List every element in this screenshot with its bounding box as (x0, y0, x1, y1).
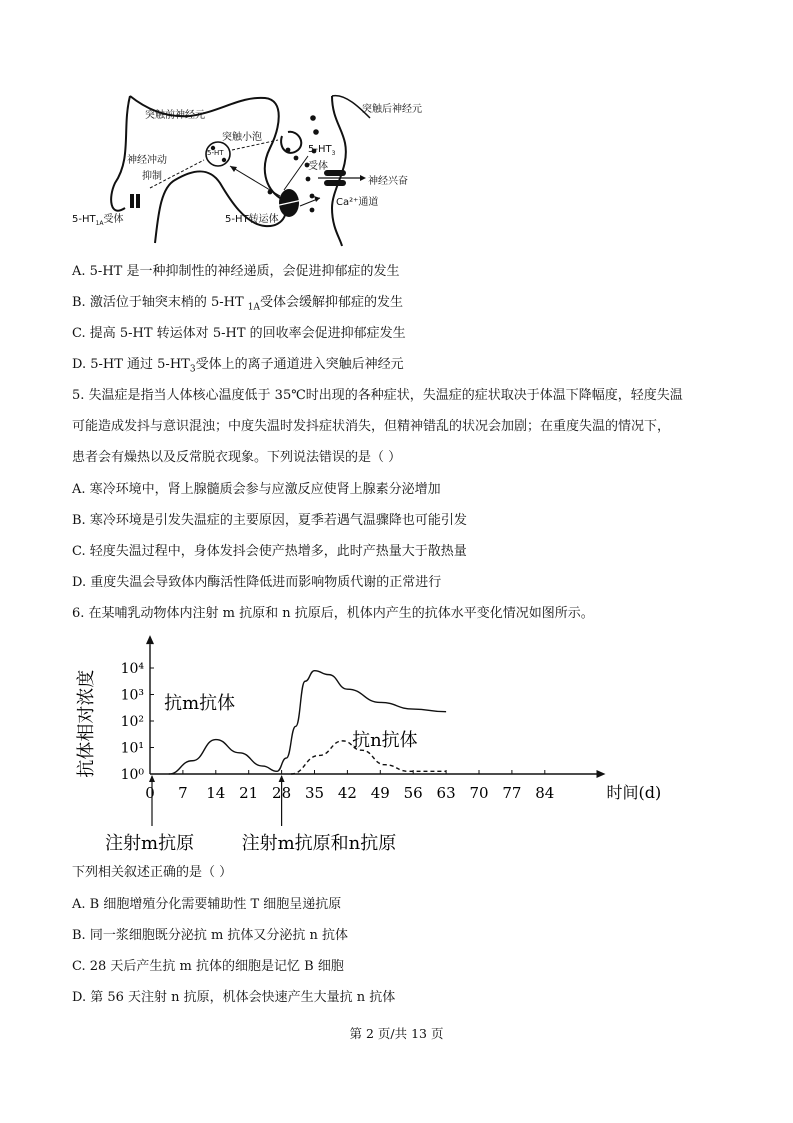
x-tick-label: 49 (370, 784, 390, 802)
q4-option-d: D. 5-HT 通过 $5-HT_3$受体上的离子通道进入突触后神经元 (72, 357, 404, 375)
x-axis-arrow (597, 770, 606, 778)
label-channel: Ca²⁺通道 (336, 197, 379, 208)
y-axis-label: 抗体相对浓度 (76, 669, 97, 778)
x-tick-label: 84 (535, 784, 555, 802)
label-anti-m: 抗m抗体 (164, 693, 236, 715)
series-anti-m-line (169, 671, 446, 774)
q5-option-d: D. 重度失温会导致体内酶活性降低进而影响物质代谢的正常进行 (72, 575, 442, 590)
q5-stem-line-3: 患者会有燥热以及反常脱衣现象。下列说法错误的是（ ） (72, 450, 402, 465)
q4-option-b: B. 激活位于轴突末梢的 5-HT $_{1A}$受体会缓解抑郁症的发生 (72, 295, 404, 313)
y-tick-label: 10¹ (120, 740, 144, 757)
q5-option-a: A. 寒冷环境中，肾上腺髓质会参与应激反应使肾上腺素分泌增加 (72, 482, 441, 497)
q4-option-c: C. 提高 5-HT 转运体对 5-HT 的回收率会促进抑郁症发生 (72, 326, 406, 341)
y-tick-label: 10⁴ (120, 661, 144, 677)
x-tick-label: 56 (403, 784, 423, 802)
q6-stem: 6. 在某哺乳动物体内注射 m 抗原和 n 抗原后，机体内产生的抗体水平变化情况如图所示。 (72, 606, 594, 621)
label-receptor-3: $5-HT_3$ 受体 (308, 144, 336, 172)
x-tick-label: 70 (469, 784, 489, 802)
antibody-chart-svg (70, 634, 662, 859)
q6-option-b: B. 同一浆细胞既分泌抗 m 抗体又分泌抗 n 抗体 (72, 928, 349, 943)
q5-stem-line-1: 5. 失温症是指当人体核心温度低于 35℃时出现的各种症状，失温症的症状取决于体温下降幅度，轻度失温 (72, 388, 683, 403)
label-inject-m: 注射m抗原 (105, 833, 195, 854)
x-tick-label: 7 (178, 784, 188, 802)
y-tick-label: 10³ (120, 687, 144, 704)
antibody-chart (70, 634, 662, 859)
x-tick-label: 35 (304, 784, 325, 802)
label-impulse: 神经冲动 (127, 155, 167, 166)
q5-option-b: B. 寒冷环境是引发失温症的主要原因，夏季若遇气温骤降也可能引发 (72, 513, 467, 528)
x-tick-label: 63 (436, 784, 456, 802)
page-footer: 第 2 页/共 13 页 (349, 1026, 444, 1041)
label-vesicle: 突触小泡 (222, 132, 262, 143)
y-tick-label: 10² (120, 714, 144, 730)
y-tick-label: 10⁰ (120, 767, 144, 783)
x-tick-label: 14 (206, 784, 226, 802)
x-tick-label: 21 (239, 784, 259, 802)
synapse-figure (70, 88, 440, 248)
x-tick-label: 0 (145, 784, 155, 802)
q6-option-d: D. 第 56 天注射 n 抗原，机体会快速产生大量抗 n 抗体 (72, 990, 396, 1005)
label-serotonin: 5-HT (207, 149, 224, 157)
q4-option-a: A. 5-HT 是一种抑制性的神经递质，会促进抑郁症的发生 (72, 264, 400, 279)
label-excite: 神经兴奋 (368, 176, 408, 187)
injection-arrowhead (149, 775, 155, 782)
x-tick-label: 77 (502, 784, 522, 802)
label-anti-n: 抗n抗体 (352, 730, 418, 752)
label-transporter: 5-HT转运体 (225, 214, 279, 225)
label-inject-mn: 注射m抗原和n抗原 (241, 833, 397, 854)
x-axis-label: 时间(d) (606, 783, 662, 802)
q6-option-c: C. 28 天后产生抗 m 抗体的细胞是记忆 B 细胞 (72, 959, 344, 974)
x-tick-label: 42 (337, 784, 357, 802)
y-axis-arrow (146, 635, 154, 644)
receptor-1a-icon (130, 194, 134, 208)
label-postsynaptic: 突触后神经元 (362, 104, 422, 115)
serotonin-dot (310, 115, 316, 121)
label-receptor-1a: $5-HT_{1A}$受体 (72, 214, 124, 227)
label-inhibit: 抑制 (142, 171, 162, 182)
x-tick-label: 28 (272, 784, 292, 802)
q5-option-c: C. 轻度失温过程中，身体发抖会使产热增多，此时产热量大于散热量 (72, 544, 467, 559)
q5-stem-line-2: 可能造成发抖与意识混浊；中度失温时发抖症状消失，但精神错乱的状况会加剧；在重度失温的情况下， (72, 419, 671, 434)
fusing-vesicle (281, 132, 301, 153)
q6-follow-up: 下列相关叙述正确的是（ ） (72, 865, 233, 880)
injection-arrowhead (279, 775, 285, 782)
label-presynaptic: 突触前神经元 (145, 110, 205, 121)
q6-option-a: A. B 细胞增殖分化需要辅助性 T 细胞呈递抗原 (72, 897, 342, 912)
